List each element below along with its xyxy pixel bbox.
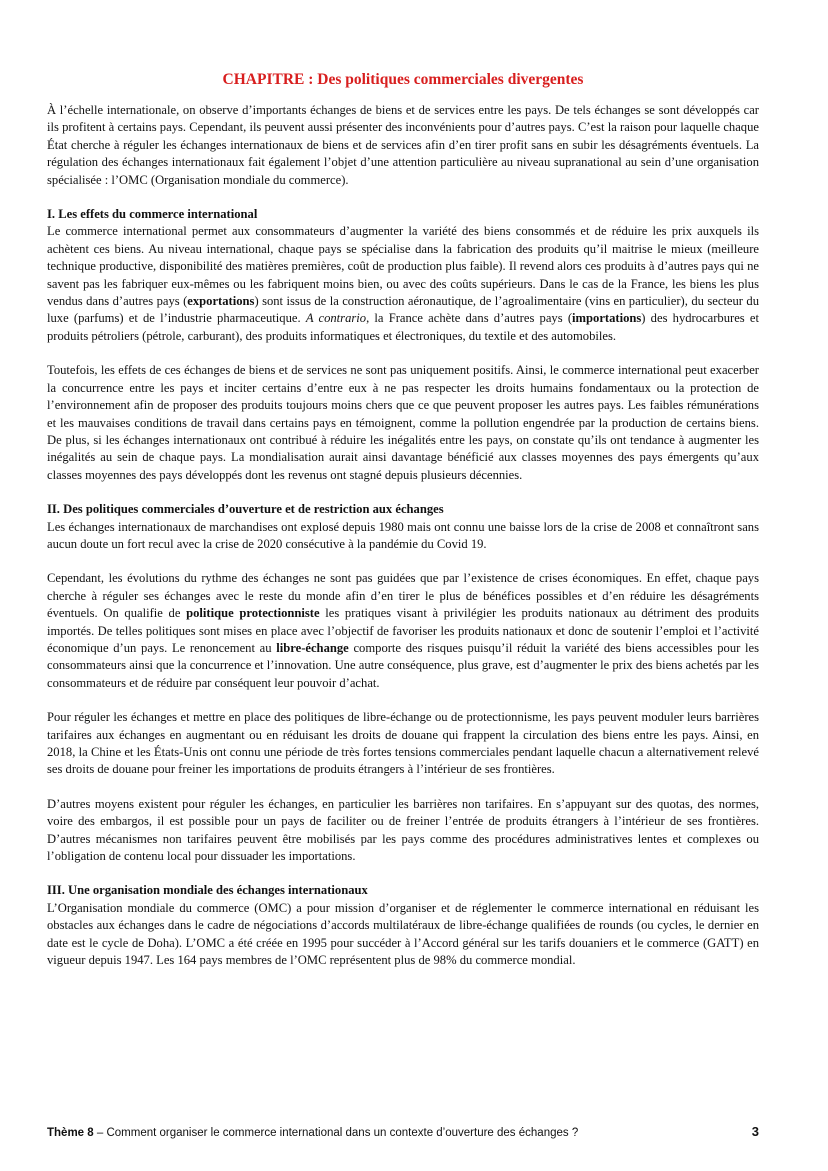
page-footer [47,1124,759,1139]
document-page [47,70,759,969]
text-run: comporte des risques puisqu’il réduit la variété des biens accessibles pour les consommateurs ainsi que la concurrence et l’innovation. Une autre conséquence, plus grave, est d’augmenter le prix des biens achetés par les consommateurs et de réduire par conséquent leur pouvoir d’achat. [47,640,759,690]
section-paragraph [47,223,759,345]
text-run: ) des hydrocarbures et produits pétroliers (pétrole, carburant), des produits informatiques et électroniques, du textile et des automobiles. [47,311,759,343]
intro-section [47,102,759,189]
text-run: , la France achète dans d’autres pays ( [366,311,573,326]
section-2 [47,501,759,865]
bold-term: libre-échange [276,640,349,655]
section-paragraph [47,796,759,866]
section-heading: II. Des politiques commerciales d’ouverture et de restriction aux échanges [47,502,444,517]
text-run: Toutefois, les effets de ces échanges de biens et de services ne sont pas uniquement positifs. Ainsi, le commerce international peut exacerber la concurrence entre les pays et inciter certains d’entre eux à ne pas respecter les droits humains fondamentaux ou la protection de l’environnement afin de proposer des produits toujours moins chers que ce que peuvent proposer les autres pays. Les faibles rémunérations et les mauvaises conditions de travail dans certains pays en témoignent, comme la pollution engendrée par la production de certains biens. De plus, si les échanges internationaux ont contribué à réduire les inégalités entre les pays, on constate qu’ils ont tendance à augmenter les inégalités au sein de chaque pays. La mondialisation aurait ainsi davantage bénéficié aux classes moyennes des pays émergents qu’aux classes moyennes des pays développés dont les revenus ont stagné depuis plusieurs décennies. [47,363,759,482]
page-title: CHAPITRE : Des politiques commerciales divergentes [222,71,584,88]
text-run: Le commerce international permet aux consommateurs d’augmenter la variété des biens consommés et de réduire les prix auxquels ils achètent ces biens. Au niveau international, chaque pays se spécialise dans la fabrication des produits qu’il maitrise le mieux (meilleure technique productive, disponibilité des matières premières, coût de production plus faible). Il revend alors ces produits à d’autres pays qui ne savent pas les fabriquer eux-mêmes ou les fabriquent moins bien, ou avec des coûts supérieurs. Dans le cas de la France, les biens les plus vendus dans d’autres pays ( [47,224,759,309]
section-heading: III. Une organisation mondiale des échanges internationaux [47,883,368,898]
text-run: À l’échelle internationale, on observe d’importants échanges de biens et de services entre les pays. De tels échanges se sont développés car ils profitent à certains pays. Cependant, ils peuvent aussi présenter des inconvénients pour d’autres pays. C’est la raison pour laquelle chaque État cherche à réguler les échanges internationaux de biens et de services afin d’en tirer profit sans en subir les désagréments éventuels. La régulation des échanges internationaux fait également l’objet d’une attention particulière au niveau supranational au sein d’une organisation spécialisée : l’OMC (Organisation mondiale du commerce). [47,103,759,187]
text-run: Les échanges internationaux de marchandises ont explosé depuis 1980 mais ont connu une baisse lors de la crise de 2008 et connaîtront sans aucun doute un fort recul avec la crise de 2020 consécutive à la pandémie du Covid 19. [47,519,759,551]
footer-theme [47,1127,578,1139]
sections-container [47,206,759,969]
bold-term: importations [572,311,642,326]
section-3 [47,882,759,969]
bold-term: politique protectionniste [186,606,320,621]
footer-theme-text: – Comment organiser le commerce international dans un contexte d’ouverture des échanges ? [93,1127,579,1139]
section-heading: I. Les effets du commerce international [47,207,258,222]
text-run: Cependant, les évolutions du rythme des échanges ne sont pas guidées que par l’existence de crises économiques. En effet, chaque pays cherche à réguler ses échanges avec le reste du monde afin d’en tirer le plus de bénéfices possibles et d’en réduire les désagréments éventuels. On qualifie de [47,571,759,621]
text-run: ) sont issus de la construction aéronautique, de l’agroalimentaire (vins en particulier), du secteur du luxe (parfums) et de l’industrie pharmaceutique. [47,294,759,326]
page-number: 3 [751,1124,759,1139]
section-paragraph [47,362,759,484]
bold-term: exportations [187,294,255,309]
section-1 [47,206,759,484]
text-run: L’Organisation mondiale du commerce (OMC) a pour mission d’organiser et de réglementer le commerce international en réduisant les obstacles aux échanges dans le cadre de négociations d’accords multilatéraux de libre-échange qualifiées de rounds (ou cycles, le dernier en date est le cycle de Doha). L’OMC a été créée en 1995 pour succéder à l’Accord général sur les tarifs douaniers et le commerce (GATT) en vigueur depuis 1947. Les 164 pays membres de l’OMC représentent plus de 98% du commerce mondial. [47,900,759,968]
section-paragraph [47,709,759,779]
section-paragraph [47,570,759,692]
section-paragraph [47,900,759,970]
footer-theme-label: Thème 8 [47,1127,94,1139]
intro-paragraph [47,102,759,189]
italic-term: A contrario [305,311,367,326]
text-run: Pour réguler les échanges et mettre en place des politiques de libre-échange ou de protectionnisme, les pays peuvent moduler leurs barrières tarifaires aux échanges en augmentant ou en réduisant les droits de douane qui frappent la circulation des biens entre les pays. Ainsi, en 2018, la Chine et les États-Unis ont connu une période de très fortes tensions commerciales pendant laquelle chacun a alternativement relevé ses droits de douane pour freiner les importations de produits étrangers à l’intérieur de ses frontières. [47,710,759,777]
text-run: D’autres moyens existent pour réguler les échanges, en particulier les barrières non tarifaires. En s’appuyant sur des quotas, des normes, voire des embargos, il est possible pour un pays de faciliter ou de freiner l’entrée de produits étrangers à l’intérieur de ses frontières. D’autres mécanismes non tarifaires peuvent être mobilisés par les pays comme des procédures administratives lentes et complexes ou l’obligation de contenu local pour dissuader les importations. [47,796,759,864]
section-paragraph [47,519,759,554]
text-run: les pratiques visant à privilégier les produits nationaux au détriment des produits importés. De telles politiques sont mises en place avec l’objectif de favoriser les produits nationaux et donc de soutenir l’emploi et l’activité économique d’un pays. Le renoncement au [47,606,759,655]
